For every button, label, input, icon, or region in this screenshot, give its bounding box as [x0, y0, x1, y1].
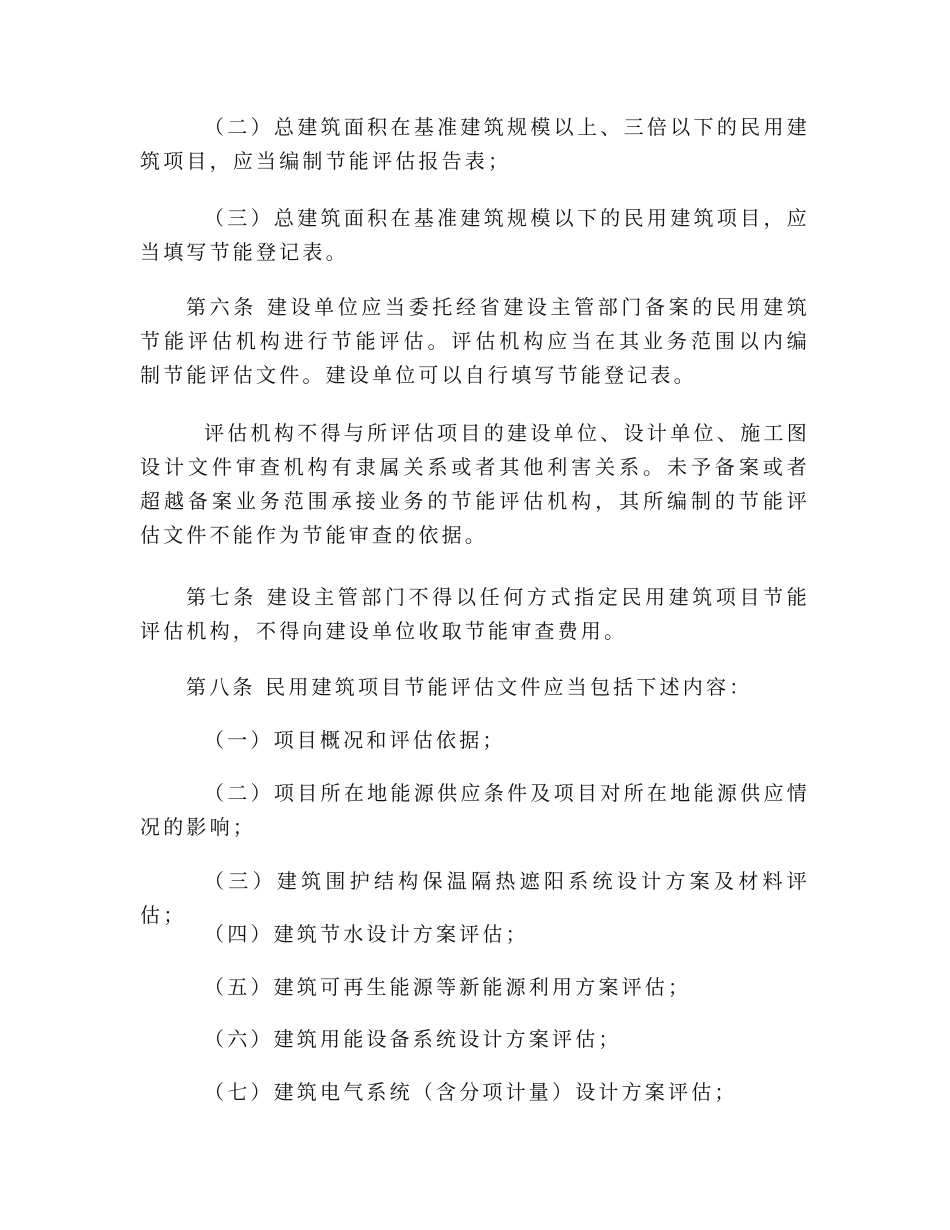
paragraph-article-6-continued: 评估机构不得与所评估项目的建设单位、设计单位、施工图设计文件审查机构有隶属关系或者其他利害关系。未予备案或者超越备案业务范围承接业务的节能评估机构，其所编制的节能评估文件不能作为节能审查的依据。: [140, 421, 810, 547]
paragraph-article-7: 第七条 建设主管部门不得以任何方式指定民用建筑项目节能评估机构，不得向建设单位收取节能审查费用。: [140, 585, 810, 643]
paragraph-content-item-6: （六）建筑用能设备系统设计方案评估；: [204, 1027, 622, 1051]
paragraph-article-8: 第八条 民用建筑项目节能评估文件应当包括下述内容：: [186, 675, 753, 699]
paragraph-content-item-4: （四）建筑节水设计方案评估；: [204, 922, 529, 946]
paragraph-content-item-2: （二）项目所在地能源供应条件及项目对所在地能源供应情况的影响；: [140, 781, 810, 839]
paragraph-content-item-1: （一）项目概况和评估依据；: [204, 728, 506, 752]
paragraph-content-item-3: （三）建筑围护结构保温隔热遮阳系统设计方案及材料评估；: [140, 869, 810, 927]
paragraph-article-6: 第六条 建设单位应当委托经省建设主管部门备案的民用建筑节能评估机构进行节能评估。评估机构应当在其业务范围以内编制节能评估文件。建设单位可以自行填写节能登记表。: [140, 295, 810, 387]
paragraph-item-3-building-area: （三）总建筑面积在基准建筑规模以下的民用建筑项目，应当填写节能登记表。: [140, 206, 810, 264]
paragraph-content-item-7: （七）建筑电气系统（含分项计量）设计方案评估；: [204, 1080, 738, 1104]
paragraph-item-2-building-area: （二）总建筑面积在基准建筑规模以上、三倍以下的民用建筑项目，应当编制节能评估报告表；: [140, 115, 810, 173]
paragraph-content-item-5: （五）建筑可再生能源等新能源利用方案评估；: [204, 975, 692, 999]
